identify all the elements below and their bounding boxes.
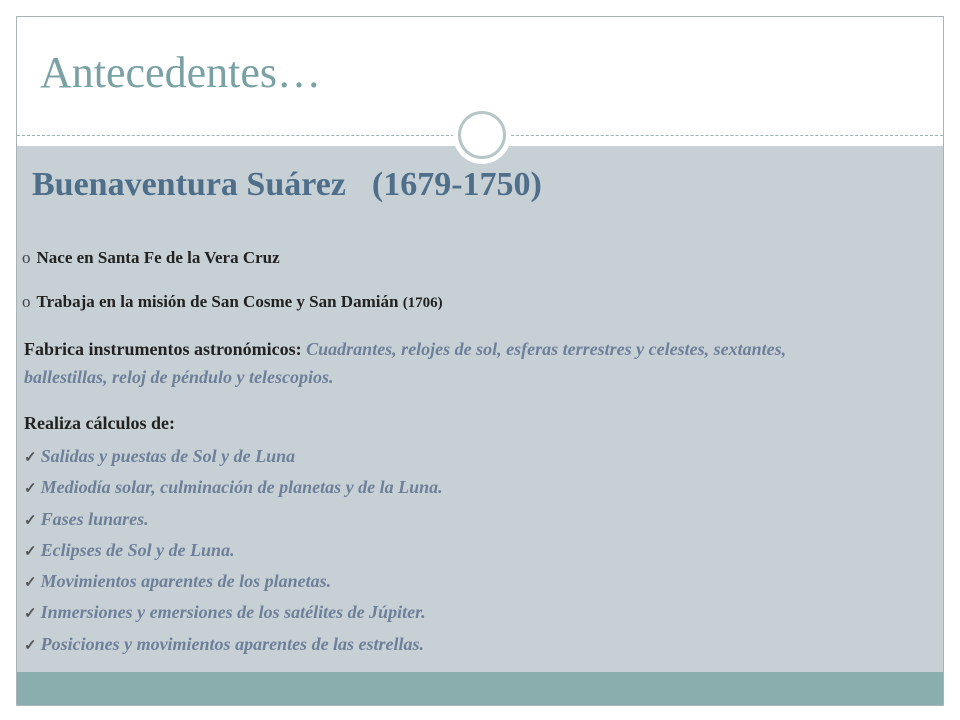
bullet-text: Nace en Santa Fe de la Vera Cruz <box>36 248 280 267</box>
list-item <box>24 629 443 660</box>
instruments-list: Cuadrantes, relojes de sol, esferas terrestres y celestes, sextantes, ballestillas, reloj de péndulo y telescopios. <box>24 339 787 387</box>
check-icon: ✓ <box>24 512 37 529</box>
check-icon: ✓ <box>24 450 37 466</box>
bullet-year: (1706) <box>402 295 443 311</box>
calculations-list <box>24 441 443 660</box>
person-name: Buenaventura Suárez <box>32 166 346 203</box>
bullet-marker: o <box>22 248 31 267</box>
person-heading <box>32 166 542 204</box>
calculations-label: Realiza cálculos de: <box>24 413 175 433</box>
list-item <box>24 566 443 597</box>
divider-circle-ring <box>458 111 506 159</box>
list-item <box>24 504 443 535</box>
list-item <box>24 472 443 503</box>
list-item-text: Fases lunares. <box>40 508 149 529</box>
list-item-text: Posiciones y movimientos aparentes de las estrellas. <box>40 633 425 654</box>
bullet-mission <box>22 292 443 312</box>
person-years: (1679-1750) <box>371 166 542 203</box>
instruments-paragraph <box>24 335 864 391</box>
list-item-text: Eclipses de Sol y de Luna. <box>40 539 235 560</box>
list-item <box>24 535 443 566</box>
check-icon: ✓ <box>24 637 37 654</box>
bullet-text: Trabaja en la misión de San Cosme y San Damián <box>36 292 399 311</box>
footer-band <box>17 672 943 705</box>
instruments-lead: Fabrica instrumentos astronómicos: <box>24 339 302 359</box>
list-item-text: Mediodía solar, culminación de planetas y de la Luna. <box>40 477 443 498</box>
list-item <box>24 441 443 472</box>
check-icon: ✓ <box>24 606 37 623</box>
check-icon: ✓ <box>24 543 37 560</box>
list-item-text: Inmersiones y emersiones de los satélites de Júpiter. <box>40 602 426 623</box>
list-item <box>24 597 443 628</box>
check-icon: ✓ <box>24 481 37 498</box>
list-item-text: Salidas y puestas de Sol y de Luna <box>40 446 296 466</box>
check-icon: ✓ <box>24 575 37 592</box>
list-item-text: Movimientos aparentes de los planetas. <box>40 571 332 592</box>
slide-title: Antecedentes… <box>40 48 321 97</box>
bullet-marker: o <box>22 292 31 311</box>
bullet-birthplace <box>22 248 280 268</box>
